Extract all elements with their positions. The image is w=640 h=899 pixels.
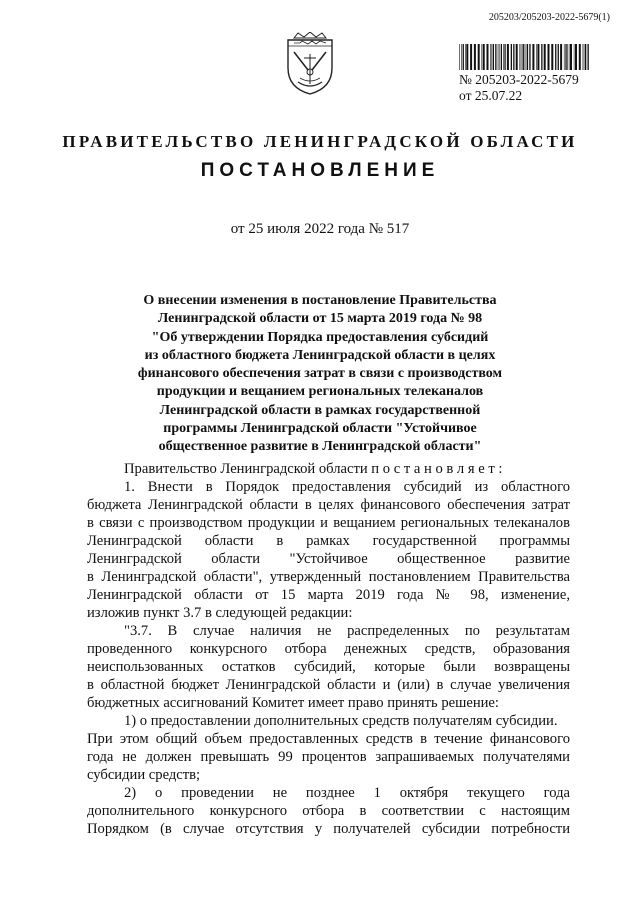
body-line: бюджетных ассигнований Комитет имеет право принять решение: bbox=[87, 695, 499, 711]
document-type: ПОСТАНОВЛЕНИЕ bbox=[200, 160, 440, 181]
body-line: Порядком (в случае отсутствия у получателей субсидии потребности bbox=[87, 821, 570, 837]
body-line: 1. Внести в Порядок предоставления субсидий из областного bbox=[124, 479, 570, 495]
subject-line: "Об утверждении Порядка предоставления субсидий bbox=[151, 329, 489, 345]
subject-line: Ленинградской области от 15 марта 2019 года № 98 bbox=[157, 311, 483, 327]
body-line: субсидии средств; bbox=[87, 767, 201, 783]
body-line: "3.7. В случае наличия не распределенных по результатам bbox=[124, 623, 570, 639]
body-line: Ленинградской области от 15 марта 2019 года № 98, изменение, bbox=[87, 587, 570, 603]
body-line: При этом общий объем предоставленных средств в течение финансового bbox=[87, 731, 570, 747]
body-line: изложив пункт 3.7 в следующей редакции: bbox=[87, 605, 353, 621]
subject-line: продукции и вещанием региональных телеканалов bbox=[156, 384, 484, 400]
body-line: 2) о проведении не позднее 1 октября текущего года bbox=[124, 785, 570, 801]
body-line: Ленинградской области "Устойчивое общественное развитие bbox=[87, 551, 570, 567]
leningrad-oblast-coat-of-arms-icon bbox=[286, 32, 334, 96]
body-line: неиспользованных остатков субсидий, которые были возвращены bbox=[87, 659, 570, 675]
body-line: в областной бюджет Ленинградской области и (или) в случае увеличения bbox=[87, 677, 570, 693]
body-line: года не должен превышать 99 процентов запрашиваемых получателями bbox=[87, 749, 570, 765]
barcode-icon bbox=[459, 44, 590, 70]
body-line: Ленинградской области в рамках государственной программы bbox=[87, 533, 570, 549]
subject-line: О внесении изменения в постановление Правительства bbox=[143, 293, 497, 308]
body-line: в связи с производством продукции и вещанием региональных телеканалов bbox=[87, 515, 570, 531]
body-line: проведенного конкурсного отбора денежных средств, образования bbox=[87, 641, 570, 657]
subject-line: Ленинградской области в рамках государственной bbox=[159, 402, 481, 418]
subject-line: из областного бюджета Ленинградской области в целях bbox=[144, 347, 496, 363]
subject-line: финансового обеспечения затрат в связи с производством bbox=[137, 366, 503, 382]
resolution-date-number: от 25 июля 2022 года № 517 bbox=[230, 221, 410, 237]
body-line: 1) о предоставлении дополнительных средств получателям субсидии. bbox=[124, 713, 558, 729]
body-line: в Ленинградской области", утвержденный постановлением Правительства bbox=[87, 569, 570, 585]
document-code: 205203/205203-2022-5679(1) bbox=[488, 12, 610, 23]
registration-date: от 25.07.22 bbox=[459, 88, 523, 103]
subject-line: программы Ленинградской области "Устойчивое bbox=[163, 421, 477, 437]
subject-line: общественное развитие в Ленинградской области" bbox=[158, 439, 482, 455]
body-line: дополнительного конкурсного отбора в соответствии с настоящим bbox=[87, 803, 570, 819]
body-line: Правительство Ленинградской области п о с т а н о в л я е т : bbox=[124, 461, 503, 477]
registration-number: № 205203-2022-5679 bbox=[459, 72, 579, 87]
resolution-subject bbox=[108, 292, 532, 457]
body-line: бюджета Ленинградской области в целях финансового обеспечения затрат bbox=[87, 497, 570, 513]
government-title: ПРАВИТЕЛЬСТВО ЛЕНИНГРАДСКОЙ ОБЛАСТИ bbox=[62, 132, 578, 151]
